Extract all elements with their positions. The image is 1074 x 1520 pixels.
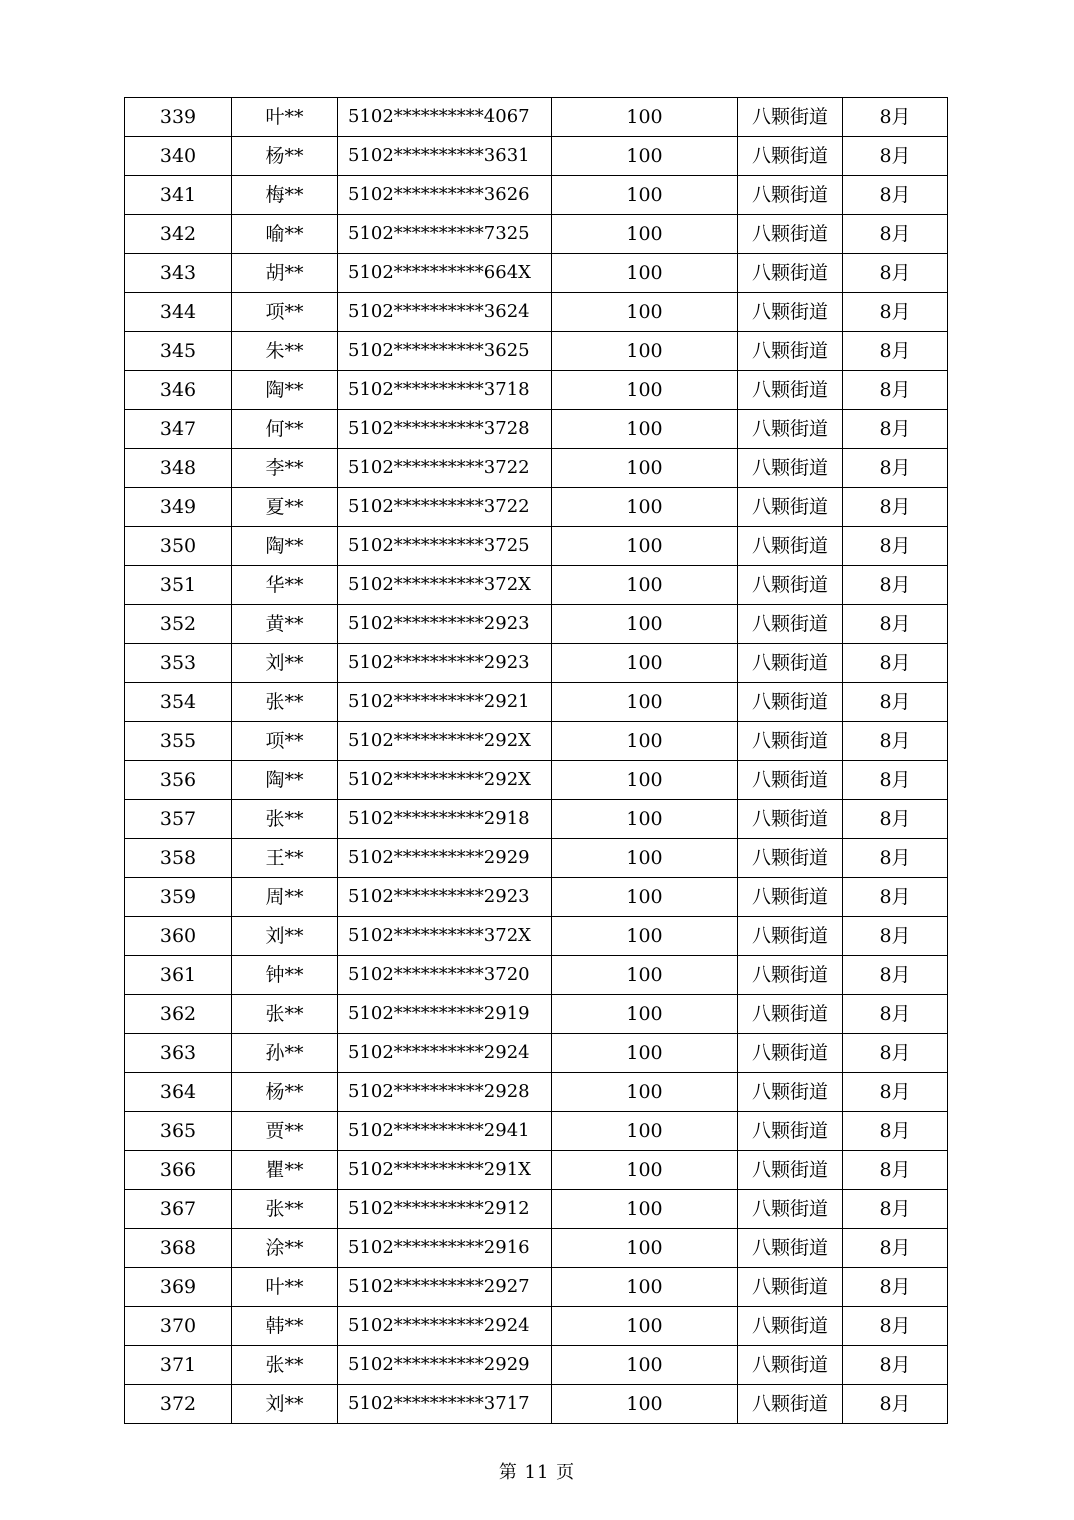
row-number-cell: 357 <box>125 800 232 839</box>
amount-cell: 100 <box>552 527 738 566</box>
name-cell: 项** <box>232 722 338 761</box>
table-row <box>125 215 948 254</box>
table-row <box>125 917 948 956</box>
street-cell: 八颗街道 <box>738 761 843 800</box>
row-number-cell: 350 <box>125 527 232 566</box>
amount-cell: 100 <box>552 722 738 761</box>
id-number-cell: 5102**********3625 <box>338 332 552 371</box>
street-cell: 八颗街道 <box>738 1268 843 1307</box>
amount-cell: 100 <box>552 1307 738 1346</box>
name-cell: 夏** <box>232 488 338 527</box>
table-row <box>125 1151 948 1190</box>
month-cell: 8月 <box>843 1346 948 1385</box>
month-cell: 8月 <box>843 137 948 176</box>
id-number-cell: 5102**********2916 <box>338 1229 552 1268</box>
month-cell: 8月 <box>843 878 948 917</box>
table-row <box>125 605 948 644</box>
amount-cell: 100 <box>552 1346 738 1385</box>
table-row <box>125 800 948 839</box>
row-number-cell: 340 <box>125 137 232 176</box>
row-number-cell: 359 <box>125 878 232 917</box>
id-number-cell: 5102**********291X <box>338 1151 552 1190</box>
month-cell: 8月 <box>843 98 948 137</box>
street-cell: 八颗街道 <box>738 566 843 605</box>
id-number-cell: 5102**********3718 <box>338 371 552 410</box>
table-row <box>125 878 948 917</box>
month-cell: 8月 <box>843 332 948 371</box>
id-number-cell: 5102**********2941 <box>338 1112 552 1151</box>
name-cell: 涂** <box>232 1229 338 1268</box>
amount-cell: 100 <box>552 215 738 254</box>
row-number-cell: 351 <box>125 566 232 605</box>
amount-cell: 100 <box>552 1268 738 1307</box>
street-cell: 八颗街道 <box>738 488 843 527</box>
row-number-cell: 370 <box>125 1307 232 1346</box>
month-cell: 8月 <box>843 1229 948 1268</box>
street-cell: 八颗街道 <box>738 1346 843 1385</box>
id-number-cell: 5102**********2923 <box>338 644 552 683</box>
table-row <box>125 527 948 566</box>
table-row <box>125 1229 948 1268</box>
id-number-cell: 5102**********3626 <box>338 176 552 215</box>
row-number-cell: 368 <box>125 1229 232 1268</box>
id-number-cell: 5102**********372X <box>338 566 552 605</box>
row-number-cell: 365 <box>125 1112 232 1151</box>
name-cell: 李** <box>232 449 338 488</box>
table-row <box>125 332 948 371</box>
amount-cell: 100 <box>552 176 738 215</box>
month-cell: 8月 <box>843 254 948 293</box>
street-cell: 八颗街道 <box>738 527 843 566</box>
name-cell: 何** <box>232 410 338 449</box>
month-cell: 8月 <box>843 917 948 956</box>
street-cell: 八颗街道 <box>738 1073 843 1112</box>
amount-cell: 100 <box>552 800 738 839</box>
street-cell: 八颗街道 <box>738 1190 843 1229</box>
street-cell: 八颗街道 <box>738 176 843 215</box>
amount-cell: 100 <box>552 1112 738 1151</box>
table-row <box>125 98 948 137</box>
month-cell: 8月 <box>843 449 948 488</box>
amount-cell: 100 <box>552 878 738 917</box>
row-number-cell: 358 <box>125 839 232 878</box>
street-cell: 八颗街道 <box>738 1307 843 1346</box>
id-number-cell: 5102**********2923 <box>338 605 552 644</box>
row-number-cell: 354 <box>125 683 232 722</box>
id-number-cell: 5102**********4067 <box>338 98 552 137</box>
row-number-cell: 367 <box>125 1190 232 1229</box>
month-cell: 8月 <box>843 683 948 722</box>
amount-cell: 100 <box>552 566 738 605</box>
name-cell: 王** <box>232 839 338 878</box>
name-cell: 钟** <box>232 956 338 995</box>
table-row <box>125 644 948 683</box>
table-row <box>125 1346 948 1385</box>
street-cell: 八颗街道 <box>738 98 843 137</box>
month-cell: 8月 <box>843 566 948 605</box>
table-row <box>125 1307 948 1346</box>
row-number-cell: 356 <box>125 761 232 800</box>
row-number-cell: 345 <box>125 332 232 371</box>
amount-cell: 100 <box>552 293 738 332</box>
row-number-cell: 364 <box>125 1073 232 1112</box>
row-number-cell: 352 <box>125 605 232 644</box>
month-cell: 8月 <box>843 1112 948 1151</box>
id-number-cell: 5102**********3717 <box>338 1385 552 1424</box>
month-cell: 8月 <box>843 644 948 683</box>
id-number-cell: 5102**********3722 <box>338 449 552 488</box>
row-number-cell: 343 <box>125 254 232 293</box>
id-number-cell: 5102**********292X <box>338 761 552 800</box>
table-row <box>125 1034 948 1073</box>
month-cell: 8月 <box>843 800 948 839</box>
table-row <box>125 956 948 995</box>
name-cell: 华** <box>232 566 338 605</box>
page-number: 第 11 页 <box>498 1462 576 1483</box>
amount-cell: 100 <box>552 1073 738 1112</box>
name-cell: 陶** <box>232 527 338 566</box>
row-number-cell: 342 <box>125 215 232 254</box>
month-cell: 8月 <box>843 839 948 878</box>
name-cell: 梅** <box>232 176 338 215</box>
street-cell: 八颗街道 <box>738 215 843 254</box>
data-table <box>124 97 948 1424</box>
table-row <box>125 449 948 488</box>
street-cell: 八颗街道 <box>738 1034 843 1073</box>
street-cell: 八颗街道 <box>738 878 843 917</box>
row-number-cell: 346 <box>125 371 232 410</box>
name-cell: 周** <box>232 878 338 917</box>
id-number-cell: 5102**********2928 <box>338 1073 552 1112</box>
amount-cell: 100 <box>552 332 738 371</box>
name-cell: 朱** <box>232 332 338 371</box>
id-number-cell: 5102**********7325 <box>338 215 552 254</box>
row-number-cell: 361 <box>125 956 232 995</box>
table-row <box>125 137 948 176</box>
row-number-cell: 355 <box>125 722 232 761</box>
table-row <box>125 488 948 527</box>
amount-cell: 100 <box>552 1385 738 1424</box>
month-cell: 8月 <box>843 761 948 800</box>
amount-cell: 100 <box>552 410 738 449</box>
name-cell: 项** <box>232 293 338 332</box>
row-number-cell: 353 <box>125 644 232 683</box>
name-cell: 杨** <box>232 137 338 176</box>
month-cell: 8月 <box>843 722 948 761</box>
amount-cell: 100 <box>552 254 738 293</box>
street-cell: 八颗街道 <box>738 956 843 995</box>
month-cell: 8月 <box>843 410 948 449</box>
name-cell: 刘** <box>232 1385 338 1424</box>
table-row <box>125 293 948 332</box>
name-cell: 陶** <box>232 761 338 800</box>
name-cell: 张** <box>232 683 338 722</box>
name-cell: 胡** <box>232 254 338 293</box>
id-number-cell: 5102**********2927 <box>338 1268 552 1307</box>
table-row <box>125 683 948 722</box>
street-cell: 八颗街道 <box>738 410 843 449</box>
street-cell: 八颗街道 <box>738 449 843 488</box>
row-number-cell: 341 <box>125 176 232 215</box>
id-number-cell: 5102**********3624 <box>338 293 552 332</box>
name-cell: 韩** <box>232 1307 338 1346</box>
name-cell: 杨** <box>232 1073 338 1112</box>
month-cell: 8月 <box>843 995 948 1034</box>
street-cell: 八颗街道 <box>738 644 843 683</box>
street-cell: 八颗街道 <box>738 839 843 878</box>
id-number-cell: 5102**********292X <box>338 722 552 761</box>
id-number-cell: 5102**********3725 <box>338 527 552 566</box>
amount-cell: 100 <box>552 1229 738 1268</box>
street-cell: 八颗街道 <box>738 1385 843 1424</box>
name-cell: 张** <box>232 1346 338 1385</box>
amount-cell: 100 <box>552 644 738 683</box>
name-cell: 刘** <box>232 644 338 683</box>
id-number-cell: 5102**********3722 <box>338 488 552 527</box>
name-cell: 张** <box>232 1190 338 1229</box>
month-cell: 8月 <box>843 488 948 527</box>
street-cell: 八颗街道 <box>738 332 843 371</box>
table-row <box>125 1190 948 1229</box>
amount-cell: 100 <box>552 1190 738 1229</box>
id-number-cell: 5102**********3720 <box>338 956 552 995</box>
table-row <box>125 995 948 1034</box>
amount-cell: 100 <box>552 449 738 488</box>
amount-cell: 100 <box>552 761 738 800</box>
amount-cell: 100 <box>552 98 738 137</box>
street-cell: 八颗街道 <box>738 722 843 761</box>
amount-cell: 100 <box>552 917 738 956</box>
name-cell: 张** <box>232 800 338 839</box>
row-number-cell: 347 <box>125 410 232 449</box>
street-cell: 八颗街道 <box>738 254 843 293</box>
table-row <box>125 839 948 878</box>
id-number-cell: 5102**********3728 <box>338 410 552 449</box>
row-number-cell: 360 <box>125 917 232 956</box>
row-number-cell: 344 <box>125 293 232 332</box>
month-cell: 8月 <box>843 293 948 332</box>
street-cell: 八颗街道 <box>738 605 843 644</box>
street-cell: 八颗街道 <box>738 995 843 1034</box>
month-cell: 8月 <box>843 1268 948 1307</box>
name-cell: 喻** <box>232 215 338 254</box>
name-cell: 陶** <box>232 371 338 410</box>
name-cell: 叶** <box>232 1268 338 1307</box>
month-cell: 8月 <box>843 956 948 995</box>
table-row <box>125 1073 948 1112</box>
id-number-cell: 5102**********2919 <box>338 995 552 1034</box>
amount-cell: 100 <box>552 995 738 1034</box>
row-number-cell: 348 <box>125 449 232 488</box>
street-cell: 八颗街道 <box>738 917 843 956</box>
month-cell: 8月 <box>843 1151 948 1190</box>
month-cell: 8月 <box>843 176 948 215</box>
table-row <box>125 1385 948 1424</box>
month-cell: 8月 <box>843 215 948 254</box>
month-cell: 8月 <box>843 1307 948 1346</box>
name-cell: 贾** <box>232 1112 338 1151</box>
street-cell: 八颗街道 <box>738 1229 843 1268</box>
table-row <box>125 566 948 605</box>
table-row <box>125 410 948 449</box>
id-number-cell: 5102**********2918 <box>338 800 552 839</box>
id-number-cell: 5102**********2929 <box>338 1346 552 1385</box>
amount-cell: 100 <box>552 956 738 995</box>
table-row <box>125 1112 948 1151</box>
id-number-cell: 5102**********2923 <box>338 878 552 917</box>
month-cell: 8月 <box>843 1190 948 1229</box>
table-row <box>125 1268 948 1307</box>
row-number-cell: 349 <box>125 488 232 527</box>
id-number-cell: 5102**********3631 <box>338 137 552 176</box>
amount-cell: 100 <box>552 1034 738 1073</box>
month-cell: 8月 <box>843 371 948 410</box>
row-number-cell: 366 <box>125 1151 232 1190</box>
id-number-cell: 5102**********2912 <box>338 1190 552 1229</box>
table-body <box>125 98 948 1424</box>
id-number-cell: 5102**********664X <box>338 254 552 293</box>
row-number-cell: 372 <box>125 1385 232 1424</box>
amount-cell: 100 <box>552 683 738 722</box>
month-cell: 8月 <box>843 1073 948 1112</box>
table-row <box>125 761 948 800</box>
id-number-cell: 5102**********2924 <box>338 1034 552 1073</box>
month-cell: 8月 <box>843 1385 948 1424</box>
table-row <box>125 722 948 761</box>
row-number-cell: 362 <box>125 995 232 1034</box>
street-cell: 八颗街道 <box>738 371 843 410</box>
name-cell: 叶** <box>232 98 338 137</box>
id-number-cell: 5102**********372X <box>338 917 552 956</box>
name-cell: 瞿** <box>232 1151 338 1190</box>
street-cell: 八颗街道 <box>738 800 843 839</box>
row-number-cell: 363 <box>125 1034 232 1073</box>
name-cell: 孙** <box>232 1034 338 1073</box>
street-cell: 八颗街道 <box>738 1112 843 1151</box>
row-number-cell: 339 <box>125 98 232 137</box>
row-number-cell: 369 <box>125 1268 232 1307</box>
table-row <box>125 371 948 410</box>
table-row <box>125 254 948 293</box>
table-row <box>125 176 948 215</box>
name-cell: 刘** <box>232 917 338 956</box>
id-number-cell: 5102**********2924 <box>338 1307 552 1346</box>
row-number-cell: 371 <box>125 1346 232 1385</box>
amount-cell: 100 <box>552 605 738 644</box>
month-cell: 8月 <box>843 1034 948 1073</box>
amount-cell: 100 <box>552 839 738 878</box>
amount-cell: 100 <box>552 488 738 527</box>
street-cell: 八颗街道 <box>738 683 843 722</box>
month-cell: 8月 <box>843 605 948 644</box>
street-cell: 八颗街道 <box>738 1151 843 1190</box>
id-number-cell: 5102**********2921 <box>338 683 552 722</box>
street-cell: 八颗街道 <box>738 293 843 332</box>
street-cell: 八颗街道 <box>738 137 843 176</box>
name-cell: 张** <box>232 995 338 1034</box>
id-number-cell: 5102**********2929 <box>338 839 552 878</box>
amount-cell: 100 <box>552 137 738 176</box>
month-cell: 8月 <box>843 527 948 566</box>
amount-cell: 100 <box>552 371 738 410</box>
amount-cell: 100 <box>552 1151 738 1190</box>
name-cell: 黄** <box>232 605 338 644</box>
